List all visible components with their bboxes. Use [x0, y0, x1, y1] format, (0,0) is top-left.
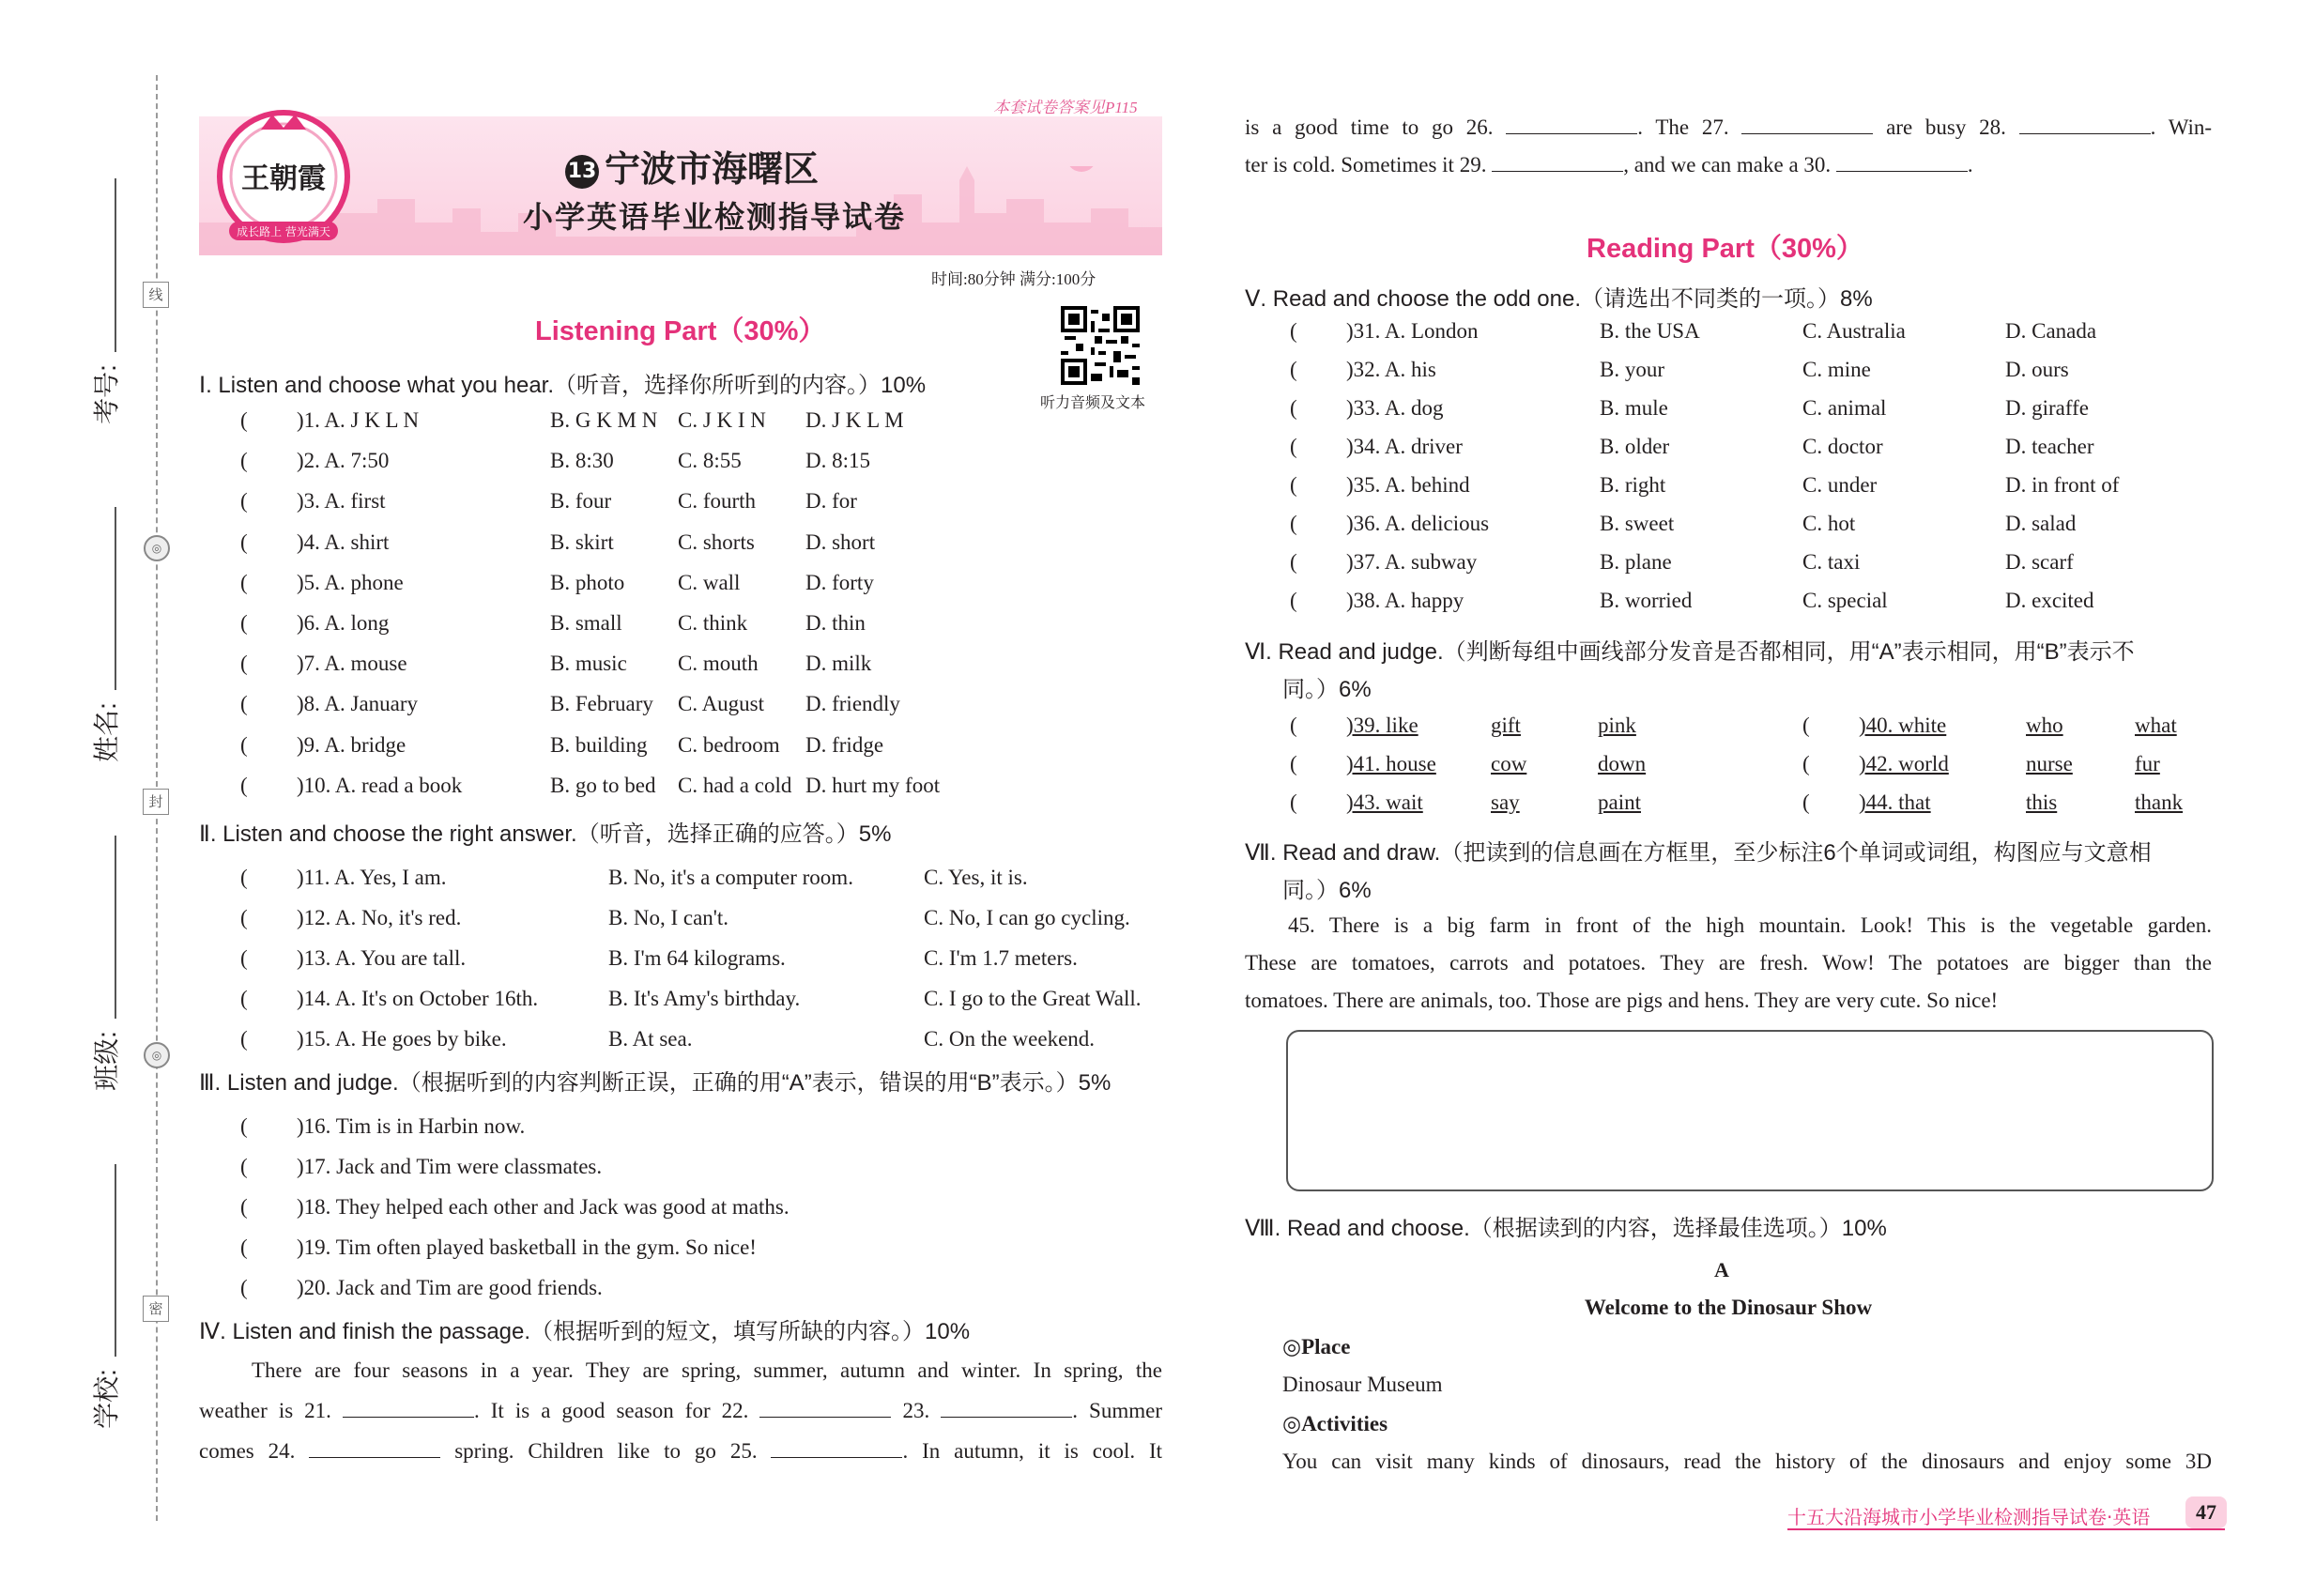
section-3-title: Ⅲ. Listen and judge.（根据听到的内容判断正误，正确的用“A”表示，错误的用“B”表示。）5%	[199, 1070, 1112, 1096]
reading-part-title: Reading Part（30%）	[1587, 234, 1863, 264]
question-row	[1290, 512, 2257, 545]
option-c: C. animal	[1802, 396, 1887, 420]
answer-paren[interactable]: (	[240, 773, 248, 797]
answer-paren[interactable]: (	[240, 866, 248, 889]
blank-27[interactable]	[1741, 115, 1873, 134]
option-d: D. fridge	[805, 732, 884, 757]
option-a: )31. A. London	[1346, 319, 1479, 343]
word-5: nurse	[2026, 752, 2073, 775]
judge-row	[240, 1235, 1085, 1269]
option-a: )7. A. mouse	[297, 652, 407, 676]
answer-paren[interactable]: (	[240, 652, 248, 676]
word-3: pink	[1598, 714, 1636, 737]
question-row	[240, 733, 1207, 767]
option-a: )15. A. He goes by bike.	[297, 1027, 507, 1051]
passage-line-1: There are four seasons in a year. They are spring, summer, autumn and winter. In spring, the	[252, 1358, 1162, 1382]
option-d: D. J K L M	[805, 408, 904, 432]
judge-row	[240, 1195, 1085, 1229]
option-b: B. sweet	[1600, 512, 1675, 535]
option-b: B. At sea.	[608, 1027, 693, 1051]
answer-paren[interactable]: (	[240, 1027, 248, 1051]
option-c: C. shorts	[678, 529, 755, 554]
drawing-box[interactable]	[1286, 1030, 2214, 1191]
option-c: C. Australia	[1802, 319, 1906, 343]
question-row	[1290, 589, 2257, 622]
question-row	[1290, 435, 2257, 468]
passage-line-4: is a good time to go 26. . The 27. are busy 28. . Win-	[1245, 115, 2213, 139]
option-b: B. I'm 64 kilograms.	[608, 946, 786, 970]
option-a: )6. A. long	[297, 611, 390, 635]
exam-number-badge: 13	[565, 155, 599, 189]
statement: )18. They helped each other and Jack was good at maths.	[297, 1195, 790, 1219]
option-a: )35. A. behind	[1346, 473, 1470, 497]
option-a: )10. A. read a book	[297, 773, 463, 797]
option-a: )4. A. shirt	[297, 529, 390, 554]
blank-22[interactable]	[759, 1398, 891, 1418]
title-text: 宁波市海曙区	[605, 148, 820, 190]
answer-paren[interactable]: (	[1290, 550, 1297, 574]
seal-mark-seal: 封	[143, 789, 169, 815]
passage-label: A	[1714, 1258, 1729, 1281]
word-1: )41. house	[1346, 752, 1436, 775]
section-6-title-line2: 同。）6%	[1282, 677, 1372, 702]
option-c: C. I'm 1.7 meters.	[924, 946, 1078, 970]
option-c: C. mine	[1802, 358, 1871, 381]
option-d: D. in front of	[2005, 473, 2120, 497]
option-c: C. under	[1802, 473, 1878, 497]
answer-paren[interactable]: (	[240, 449, 248, 473]
listening-passage	[199, 1350, 1162, 1472]
option-a: )11. A. Yes, I am.	[297, 866, 447, 889]
statement: )20. Jack and Tim are good friends.	[297, 1276, 603, 1299]
answer-paren[interactable]: (	[240, 987, 248, 1010]
option-c: C. August	[678, 692, 765, 716]
section-7-title-line2: 同。）6%	[1282, 878, 1372, 903]
answer-paren[interactable]: (	[240, 732, 248, 757]
place-label: ◎Place	[1282, 1335, 1351, 1358]
seal-circle: ◎	[144, 535, 170, 561]
option-b: B. older	[1600, 435, 1670, 458]
word-1: )39. like	[1346, 714, 1418, 737]
question-row	[240, 449, 1207, 483]
statement: )17. Jack and Tim were classmates.	[297, 1155, 603, 1178]
word-5: who	[2026, 714, 2063, 737]
section-4-title: Ⅳ. Listen and finish the passage.（根据听到的短文，填写所缺的内容。）10%	[199, 1319, 971, 1344]
option-c: C. think	[678, 611, 748, 635]
option-a: )32. A. his	[1346, 358, 1436, 381]
answer-paren[interactable]: (	[240, 946, 248, 970]
question-row	[1290, 396, 2257, 430]
option-b: B. 8:30	[550, 449, 614, 473]
blank-29[interactable]	[1492, 152, 1623, 172]
option-d: D. 8:15	[805, 449, 870, 473]
option-c: C. wall	[678, 570, 741, 594]
option-c: C. On the weekend.	[924, 1027, 1096, 1051]
passage-line-5: ter is cold. Sometimes it 29. , and we can make a 30. .	[1245, 153, 1973, 176]
class-field[interactable]	[115, 836, 116, 1019]
option-a: )2. A. 7:50	[297, 449, 390, 473]
option-b: B. skirt	[550, 529, 614, 554]
answer-paren[interactable]: (	[1290, 790, 1297, 814]
blank-25[interactable]	[771, 1438, 902, 1458]
question-row	[240, 611, 1207, 645]
draw-passage-line-3: tomatoes. There are animals, too. Those are pigs and hens. They are very cute. So nice!	[1245, 989, 1999, 1012]
word-4: )44. that	[1859, 790, 1931, 814]
option-d: D. thin	[805, 611, 866, 635]
svg-text:成长路上 营光满天: 成长路上 营光满天	[237, 225, 330, 238]
section-5-title: Ⅴ. Read and choose the odd one.（请选出不同类的一项。）8%	[1245, 286, 1873, 312]
school-field[interactable]	[115, 1164, 116, 1357]
word-4: )40. white	[1859, 714, 1947, 737]
option-c: C. doctor	[1802, 435, 1883, 458]
exam-region-title	[565, 140, 819, 192]
judge-row	[240, 1276, 1085, 1310]
option-d: D. excited	[2005, 589, 2094, 612]
option-a: )36. A. delicious	[1346, 512, 1490, 535]
option-c: C. J K I N	[678, 408, 766, 432]
binding-margin	[0, 0, 178, 1596]
exam-number-label: 考号:	[92, 364, 121, 424]
seal-mark-secret: 密	[143, 1296, 169, 1322]
blank-21[interactable]	[343, 1398, 474, 1418]
question-row	[240, 652, 1207, 685]
question-row	[240, 987, 1207, 1021]
draw-passage-line-1: 45. There is a big farm in front of the high mountain. Look! This is the vegetable garden.	[1288, 913, 2212, 937]
word-3: down	[1598, 752, 1647, 775]
draw-passage-line-2: These are tomatoes, carrots and potatoes. They are fresh. Wow! The potatoes are bigger than the	[1245, 951, 2212, 974]
option-d: D. teacher	[2005, 435, 2094, 458]
blank-23[interactable]	[941, 1398, 1072, 1418]
passage-line-2: weather is 21. . It is a good season for 22. 23. . Summer	[199, 1399, 1162, 1422]
option-c: C. hot	[1802, 512, 1856, 535]
option-a: )9. A. bridge	[297, 732, 406, 757]
qr-code[interactable]	[1061, 306, 1140, 385]
series-footer: 十五大沿海城市小学毕业检测指导试卷·英语	[1787, 1506, 2151, 1528]
seal-circle: ◎	[144, 1042, 170, 1068]
option-b: B. plane	[1600, 550, 1672, 574]
exam-subtitle: 小学英语毕业检测指导试卷	[523, 199, 907, 235]
option-b: B. It's Amy's birthday.	[608, 987, 801, 1010]
option-d: D. friendly	[805, 692, 900, 716]
option-d: D. short	[805, 529, 876, 554]
word-5: this	[2026, 790, 2058, 814]
judge-row	[1290, 790, 2229, 824]
statement: )16. Tim is in Harbin now.	[297, 1114, 526, 1138]
option-d: D. milk	[805, 652, 872, 676]
judge-row	[1290, 752, 2229, 786]
option-b: B. No, I can't.	[608, 906, 729, 929]
answer-paren[interactable]: (	[240, 1195, 248, 1219]
answer-paren[interactable]: (	[1290, 435, 1297, 458]
section-1-title: Ⅰ. Listen and choose what you hear.（听音，选择你所听到的内容。）10%	[199, 373, 927, 398]
question-row	[240, 774, 1207, 807]
option-c: C. fourth	[678, 489, 757, 514]
option-b: B. G K M N	[550, 408, 658, 432]
name-field[interactable]	[115, 507, 116, 690]
listening-part-title: Listening Part（30%）	[535, 316, 826, 346]
option-d: D. salad	[2005, 512, 2077, 535]
blank-30[interactable]	[1836, 152, 1968, 172]
option-c: C. I go to the Great Wall.	[924, 987, 1142, 1010]
option-a: )34. A. driver	[1346, 435, 1463, 458]
question-row	[1290, 358, 2257, 391]
word-2: cow	[1491, 752, 1527, 775]
option-b: B. No, it's a computer room.	[608, 866, 853, 889]
question-row	[1290, 473, 2257, 507]
option-d: D. for	[805, 489, 857, 514]
class-label: 班级:	[92, 1031, 121, 1091]
page-number: 47	[2185, 1496, 2227, 1528]
judge-row	[240, 1155, 1085, 1189]
word-6: fur	[2135, 752, 2160, 775]
judge-row	[1290, 714, 2229, 747]
option-b: B. the USA	[1600, 319, 1700, 343]
answer-paren[interactable]: (	[1802, 714, 1810, 737]
option-b: B. photo	[550, 570, 625, 594]
answer-paren[interactable]: (	[240, 1276, 248, 1299]
name-label: 姓名:	[92, 702, 121, 762]
answer-paren[interactable]: (	[240, 1155, 248, 1178]
word-2: gift	[1491, 714, 1521, 737]
question-row	[240, 692, 1207, 726]
option-b: B. go to bed	[550, 773, 656, 797]
place-text: Dinosaur Museum	[1282, 1373, 1443, 1396]
section-6-title-line1: Ⅵ. Read and judge.（判断每组中画线部分发音是否都相同，用“A”表示相同，用“B”表示不	[1245, 639, 2135, 665]
answer-paren[interactable]: (	[1290, 512, 1297, 535]
seal-mark-line: 线	[143, 282, 169, 308]
answer-paren[interactable]: (	[1290, 358, 1297, 381]
option-c: C. taxi	[1802, 550, 1861, 574]
wangzhaoxia-logo	[214, 101, 353, 252]
section-7-title-line1: Ⅶ. Read and draw.（把读到的信息画在方框里，至少标注6个单词或词组，构图应与文意相	[1245, 840, 2152, 866]
option-d: D. giraffe	[2005, 396, 2089, 420]
draw-passage	[1245, 907, 2212, 1020]
section-8-title: Ⅷ. Read and choose.（根据读到的内容，选择最佳选项。）10%	[1245, 1216, 1887, 1241]
option-c: C. special	[1802, 589, 1888, 612]
word-3: paint	[1598, 790, 1641, 814]
answer-paren[interactable]: (	[1290, 396, 1297, 420]
qr-caption: 听力音频及文本	[1040, 395, 1146, 411]
option-b: B. four	[550, 489, 612, 514]
section-2-title: Ⅱ. Listen and choose the right answer.（听音，选择正确的应答。）5%	[199, 821, 892, 847]
answer-paren[interactable]: (	[1290, 319, 1297, 343]
question-row	[240, 571, 1207, 605]
question-row	[240, 489, 1207, 523]
blank-24[interactable]	[309, 1438, 440, 1458]
passage-heading: Welcome to the Dinosaur Show	[1584, 1296, 1873, 1319]
option-d: D. scarf	[2005, 550, 2074, 574]
option-c: C. bedroom	[678, 732, 780, 757]
option-b: B. your	[1600, 358, 1664, 381]
answer-paren[interactable]: (	[240, 1235, 248, 1259]
answer-paren[interactable]: (	[240, 906, 248, 929]
question-row	[240, 1027, 1207, 1061]
answer-reference-note: 本套试卷答案见P115	[993, 99, 1138, 116]
blank-26[interactable]	[1506, 115, 1637, 134]
answer-paren[interactable]: (	[1290, 714, 1297, 737]
option-a: )37. A. subway	[1346, 550, 1478, 574]
word-4: )42. world	[1859, 752, 1949, 775]
option-a: )14. A. It's on October 16th.	[297, 987, 539, 1010]
answer-paren[interactable]: (	[1802, 752, 1810, 775]
answer-paren[interactable]: (	[240, 529, 248, 554]
answer-paren[interactable]: (	[1802, 790, 1810, 814]
answer-paren[interactable]: (	[1290, 473, 1297, 497]
option-a: )3. A. first	[297, 489, 386, 514]
word-2: say	[1491, 790, 1520, 814]
question-row	[240, 530, 1207, 564]
option-d: D. ours	[2005, 358, 2069, 381]
option-b: B. mule	[1600, 396, 1668, 420]
word-6: what	[2135, 714, 2177, 737]
option-a: )38. A. happy	[1346, 589, 1464, 612]
activities-label: ◎Activities	[1282, 1412, 1388, 1435]
question-row	[1290, 550, 2257, 584]
question-row	[240, 906, 1207, 940]
option-c: C. 8:55	[678, 449, 742, 473]
option-c: C. mouth	[678, 652, 759, 676]
question-row	[240, 408, 1207, 442]
activities-text: You can visit many kinds of dinosaurs, read the history of the dinosaurs and enjoy some 3D	[1282, 1450, 2212, 1473]
svg-text:王朝霞: 王朝霞	[241, 162, 326, 195]
judge-row	[240, 1114, 1085, 1148]
option-a: )33. A. dog	[1346, 396, 1444, 420]
passage-line-3: comes 24. spring. Children like to go 25. . In autumn, it is cool. It	[199, 1439, 1163, 1463]
option-b: B. building	[550, 732, 648, 757]
listening-passage-continued	[1245, 109, 2212, 184]
option-b: B. worried	[1600, 589, 1693, 612]
question-row	[1290, 319, 2257, 353]
option-a: )5. A. phone	[297, 570, 404, 594]
answer-paren[interactable]: (	[1290, 589, 1297, 612]
option-c: C. No, I can go cycling.	[924, 906, 1130, 929]
option-b: B. music	[550, 652, 627, 676]
answer-paren[interactable]: (	[240, 489, 248, 514]
option-a: )1. A. J K L N	[297, 408, 420, 432]
time-and-score: 时间:80分钟 满分:100分	[931, 270, 1096, 288]
option-d: D. Canada	[2005, 319, 2097, 343]
statement: )19. Tim often played basketball in the gym. So nice!	[297, 1235, 757, 1259]
option-d: D. hurt my foot	[805, 773, 941, 797]
blank-28[interactable]	[2019, 115, 2151, 134]
answer-paren[interactable]: (	[240, 692, 248, 716]
school-label: 学校:	[92, 1369, 121, 1429]
question-row	[240, 866, 1207, 899]
question-row	[240, 946, 1207, 980]
answer-paren[interactable]: (	[1290, 752, 1297, 775]
footer-rule	[1787, 1528, 2225, 1530]
answer-paren[interactable]: (	[240, 570, 248, 594]
option-b: B. small	[550, 611, 622, 635]
answer-paren[interactable]: (	[240, 1114, 248, 1138]
option-c: C. had a cold	[678, 773, 792, 797]
answer-paren[interactable]: (	[240, 408, 248, 432]
option-a: )8. A. January	[297, 692, 419, 716]
word-1: )43. wait	[1346, 790, 1423, 814]
option-b: B. right	[1600, 473, 1666, 497]
answer-paren[interactable]: (	[240, 611, 248, 635]
word-6: thank	[2135, 790, 2184, 814]
option-b: B. February	[550, 692, 653, 716]
option-a: )13. A. You are tall.	[297, 946, 467, 970]
option-d: D. forty	[805, 570, 874, 594]
option-c: C. Yes, it is.	[924, 866, 1028, 889]
exam-number-field[interactable]	[115, 178, 116, 352]
option-a: )12. A. No, it's red.	[297, 906, 462, 929]
